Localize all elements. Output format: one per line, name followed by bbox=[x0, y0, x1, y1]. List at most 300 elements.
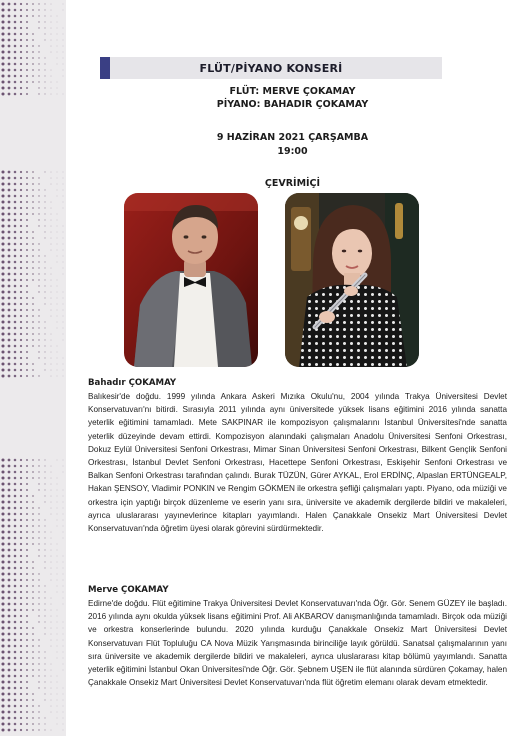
decor-dot bbox=[57, 580, 58, 581]
decor-dot bbox=[1, 500, 4, 503]
decor-dot bbox=[14, 285, 17, 288]
decor-dot bbox=[8, 555, 11, 558]
decor-dot bbox=[20, 351, 22, 353]
decor-dot bbox=[20, 357, 22, 359]
decor-dot bbox=[14, 489, 17, 492]
decor-dot bbox=[8, 489, 11, 492]
decor-dot bbox=[1, 458, 4, 461]
decor-dot bbox=[32, 675, 34, 677]
decor-dot bbox=[14, 369, 17, 372]
decor-dot bbox=[14, 495, 17, 498]
decor-dot bbox=[44, 567, 45, 568]
decor-dot bbox=[26, 303, 28, 305]
decor-dot bbox=[44, 27, 45, 28]
decor-dot bbox=[38, 597, 39, 598]
decor-dot bbox=[32, 237, 34, 239]
decor-dot bbox=[51, 664, 52, 665]
decor-dot bbox=[38, 669, 39, 670]
decor-dot bbox=[38, 3, 39, 4]
decor-dot bbox=[26, 711, 28, 713]
decor-dot bbox=[63, 28, 64, 29]
decor-dot bbox=[20, 567, 22, 569]
decor-dot bbox=[44, 3, 45, 4]
decor-dot bbox=[51, 172, 52, 173]
decor-dot bbox=[14, 723, 17, 726]
decor-dot bbox=[32, 189, 34, 191]
decor-dot bbox=[26, 525, 28, 527]
decor-dot bbox=[38, 543, 39, 544]
decor-dot bbox=[14, 9, 17, 12]
decor-dot bbox=[1, 542, 4, 545]
decor-dot bbox=[14, 483, 17, 486]
decor-dot bbox=[8, 591, 11, 594]
decor-dot bbox=[63, 568, 64, 569]
decor-dot bbox=[20, 303, 22, 305]
decor-dot bbox=[1, 656, 4, 659]
decor-dot bbox=[26, 471, 28, 473]
decor-dot bbox=[26, 201, 28, 203]
decor-dot bbox=[63, 196, 64, 197]
decor-dot bbox=[26, 555, 28, 557]
decor-dot bbox=[1, 20, 4, 23]
decor-dot bbox=[32, 171, 34, 173]
decor-dot bbox=[51, 208, 52, 209]
decor-dot bbox=[8, 723, 11, 726]
decor-dot bbox=[44, 363, 45, 364]
decor-dot bbox=[57, 610, 58, 611]
decor-dot bbox=[1, 512, 4, 515]
decor-dot bbox=[1, 56, 4, 59]
decor-dot bbox=[38, 555, 39, 556]
decor-dot bbox=[8, 729, 11, 732]
decor-dot bbox=[8, 273, 11, 276]
decor-dot bbox=[14, 375, 17, 378]
decor-dot bbox=[8, 357, 11, 360]
decor-dot bbox=[8, 519, 11, 522]
decor-dot bbox=[51, 28, 52, 29]
decor-dot bbox=[38, 273, 39, 274]
decor-dot bbox=[8, 63, 11, 66]
decor-dot bbox=[14, 57, 17, 60]
decor-dot bbox=[51, 484, 52, 485]
decor-dot bbox=[32, 531, 34, 533]
decor-dot bbox=[57, 184, 58, 185]
decor-dot bbox=[44, 663, 45, 664]
decor-dot bbox=[1, 470, 4, 473]
concert-venue: ÇEVRİMİÇİ bbox=[264, 178, 321, 189]
decor-dot bbox=[14, 663, 17, 666]
decor-dot bbox=[32, 57, 34, 59]
decor-dot bbox=[51, 16, 52, 17]
decor-dot bbox=[1, 638, 4, 641]
decor-dot bbox=[44, 345, 45, 346]
decor-dot bbox=[38, 327, 39, 328]
decor-dot bbox=[51, 502, 52, 503]
decor-dot bbox=[63, 574, 64, 575]
decor-dot bbox=[63, 364, 64, 365]
decor-dot bbox=[51, 364, 52, 365]
decor-dot bbox=[63, 250, 64, 251]
decor-dot bbox=[8, 363, 11, 366]
decor-dot bbox=[63, 694, 64, 695]
decor-dot bbox=[63, 310, 64, 311]
decor-dot bbox=[26, 561, 28, 563]
decor-dot bbox=[32, 69, 34, 71]
photo-bahadir bbox=[124, 193, 258, 367]
decor-dot bbox=[32, 699, 34, 701]
decor-dot bbox=[44, 21, 45, 22]
decor-dot bbox=[44, 687, 45, 688]
decor-dot bbox=[38, 15, 39, 16]
decor-dot bbox=[38, 207, 39, 208]
decor-dot bbox=[26, 69, 28, 71]
decor-dot bbox=[57, 478, 58, 479]
decor-dot bbox=[20, 63, 22, 65]
decor-dot bbox=[20, 261, 22, 263]
decor-dot bbox=[20, 375, 22, 377]
decor-dot bbox=[38, 27, 39, 28]
decor-dot bbox=[51, 496, 52, 497]
decor-dot bbox=[57, 514, 58, 515]
decor-dot bbox=[20, 603, 22, 605]
decor-dot bbox=[44, 555, 45, 556]
decor-dot bbox=[51, 706, 52, 707]
decor-dot bbox=[8, 537, 11, 540]
decor-dot bbox=[32, 543, 34, 545]
decor-dot bbox=[63, 208, 64, 209]
decor-dot bbox=[14, 621, 17, 624]
decor-dot bbox=[57, 658, 58, 659]
decor-dot bbox=[14, 183, 17, 186]
decor-dot bbox=[26, 693, 28, 695]
decor-dot bbox=[38, 345, 39, 346]
decor-dot bbox=[1, 626, 4, 629]
decor-dot bbox=[8, 9, 11, 12]
decor-dot bbox=[38, 225, 39, 226]
decor-dot bbox=[63, 76, 64, 77]
decor-dot bbox=[20, 309, 22, 311]
decor-dot bbox=[1, 662, 4, 665]
decor-dot bbox=[8, 321, 11, 324]
decor-dot bbox=[20, 465, 22, 467]
decor-dot bbox=[1, 26, 4, 29]
decor-dot bbox=[8, 219, 11, 222]
decor-dot bbox=[51, 610, 52, 611]
decor-dot bbox=[38, 585, 39, 586]
decor-dot bbox=[57, 178, 58, 179]
decor-dot bbox=[14, 27, 17, 30]
decor-dot bbox=[20, 627, 22, 629]
decor-dot bbox=[1, 344, 4, 347]
decor-dot bbox=[1, 320, 4, 323]
decor-dot bbox=[1, 584, 4, 587]
bio-text-merve: Edirne'de doğdu. Flüt eğitimine Trakya Üniversitesi Devlet Konservatuvarı'nda Öğr. Gör. Senem GÜZEY ile başladı. 2016 yılında aynı okulda yüksek lisans eğitimini Prof. Ali AKBAROV danışmanlığında tamamladı. Birçok oda müziği ve orkestra konserlerinde bulundu. 2020 yılında kurduğu Çanakkale Onsekiz Mart Üniversitesi Devlet Konservatuvarı Flüt Topluluğu CA Nova Müzik Yarışmasında birinciliğe layık görüldü. Sanatsal çalışmalarının yanı sıra üniversite ve akademik dergilerde bildiri ve makaleleri, ayrıca uluslararası kitap bölümü yayımlandı. Sanatta yeterlik eğitimini İstanbul Okan Üniversitesi'nde Öğr. Gör. Şebnem UŞEN ile flüt alanında sürdüren Çokamay, halen Çanakkale Onsekiz Mart Üniversitesi Devlet Konservatuvarı'nda flüt öğretim elemanı olarak devam etmektedir. bbox=[88, 599, 507, 688]
decor-dot bbox=[57, 280, 58, 281]
decor-dot bbox=[14, 39, 17, 42]
decor-dot bbox=[14, 675, 17, 678]
decor-dot bbox=[20, 369, 22, 371]
decor-dot bbox=[20, 513, 22, 515]
decor-dot bbox=[8, 243, 11, 246]
decor-dot bbox=[1, 38, 4, 41]
decor-dot bbox=[26, 483, 28, 485]
decor-dot bbox=[57, 556, 58, 557]
decor-dot bbox=[20, 531, 22, 533]
decor-dot bbox=[63, 292, 64, 293]
decor-dot bbox=[20, 657, 22, 659]
decor-dot bbox=[57, 250, 58, 251]
decor-dot bbox=[38, 195, 39, 196]
decor-dot bbox=[1, 338, 4, 341]
decor-dot bbox=[38, 81, 39, 82]
decor-dot bbox=[14, 573, 17, 576]
decor-dot bbox=[20, 27, 22, 29]
decor-dot bbox=[8, 597, 11, 600]
decor-dot bbox=[63, 700, 64, 701]
decor-dot bbox=[20, 675, 22, 677]
decor-dot bbox=[38, 651, 39, 652]
decor-dot bbox=[14, 645, 17, 648]
decor-dot bbox=[38, 177, 39, 178]
decor-dot bbox=[63, 472, 64, 473]
decor-dot bbox=[8, 237, 11, 240]
decor-dot bbox=[20, 561, 22, 563]
decor-dot bbox=[14, 711, 17, 714]
decor-dot bbox=[57, 544, 58, 545]
decor-dot bbox=[44, 57, 45, 58]
decor-dot bbox=[14, 63, 17, 66]
decor-dot bbox=[32, 201, 34, 203]
decor-dot bbox=[32, 267, 34, 269]
decor-dot bbox=[63, 466, 64, 467]
decor-dot bbox=[51, 346, 52, 347]
decor-dot bbox=[44, 225, 45, 226]
decor-dot bbox=[8, 303, 11, 306]
decor-dot bbox=[44, 657, 45, 658]
decor-dot bbox=[63, 184, 64, 185]
decor-dot bbox=[32, 213, 34, 215]
decor-dot bbox=[51, 490, 52, 491]
decor-dot bbox=[57, 286, 58, 287]
decor-dot bbox=[63, 508, 64, 509]
decor-dot bbox=[20, 285, 22, 287]
decor-dot bbox=[8, 621, 11, 624]
decor-dot bbox=[32, 711, 34, 713]
decor-dot bbox=[26, 327, 28, 329]
decor-dot bbox=[14, 225, 17, 228]
decor-dot bbox=[8, 81, 11, 84]
decor-dot bbox=[20, 273, 22, 275]
decor-dot bbox=[57, 34, 58, 35]
decor-dot bbox=[26, 339, 28, 341]
decor-dot bbox=[26, 63, 28, 65]
decor-dot bbox=[32, 15, 34, 17]
decor-dot bbox=[51, 580, 52, 581]
decor-dot bbox=[57, 64, 58, 65]
decor-dot bbox=[8, 297, 11, 300]
decor-dot bbox=[8, 333, 11, 336]
decor-dot bbox=[26, 549, 28, 551]
decor-dot bbox=[38, 243, 39, 244]
decor-dot bbox=[14, 681, 17, 684]
decor-dot bbox=[38, 621, 39, 622]
decor-dot bbox=[1, 488, 4, 491]
decor-dot bbox=[20, 339, 22, 341]
decor-dot bbox=[20, 615, 22, 617]
decor-dot bbox=[14, 87, 17, 90]
decor-dot bbox=[8, 315, 11, 318]
decor-dot bbox=[44, 321, 45, 322]
decor-dot bbox=[38, 675, 39, 676]
decor-dot bbox=[63, 628, 64, 629]
decor-dot bbox=[51, 538, 52, 539]
decor-dot bbox=[44, 15, 45, 16]
decor-dot bbox=[57, 520, 58, 521]
decor-dot bbox=[44, 171, 45, 172]
decor-dot bbox=[14, 171, 17, 174]
decor-dot bbox=[32, 525, 34, 527]
decor-dot bbox=[44, 291, 45, 292]
decor-dot bbox=[14, 177, 17, 180]
decor-dot bbox=[32, 717, 34, 719]
decor-dot bbox=[38, 705, 39, 706]
decor-dot bbox=[63, 634, 64, 635]
decor-dot bbox=[1, 14, 4, 17]
decor-dot bbox=[51, 232, 52, 233]
decor-dot bbox=[8, 687, 11, 690]
decor-dot bbox=[51, 550, 52, 551]
decor-dot bbox=[20, 693, 22, 695]
decor-dot bbox=[57, 688, 58, 689]
decor-dot bbox=[8, 33, 11, 36]
decor-dot bbox=[51, 250, 52, 251]
decor-dot bbox=[1, 224, 4, 227]
decor-dot bbox=[14, 603, 17, 606]
bio-name-bahadir: Bahadır ÇOKAMAY bbox=[88, 378, 177, 388]
decor-dot bbox=[14, 327, 17, 330]
decor-dot bbox=[38, 267, 39, 268]
decor-dot bbox=[14, 279, 17, 282]
decor-dot bbox=[14, 591, 17, 594]
decor-dot bbox=[63, 4, 64, 5]
decor-dot bbox=[44, 303, 45, 304]
decor-dot bbox=[51, 532, 52, 533]
decor-dot bbox=[57, 214, 58, 215]
decor-dot bbox=[26, 33, 28, 35]
decor-dot bbox=[26, 15, 28, 17]
decor-dot bbox=[32, 513, 34, 515]
decor-dot bbox=[44, 201, 45, 202]
decor-dot bbox=[44, 75, 45, 76]
decor-dot bbox=[51, 34, 52, 35]
decor-dot bbox=[38, 75, 39, 76]
decor-dot bbox=[26, 537, 28, 539]
decor-dot bbox=[1, 518, 4, 521]
decor-dot bbox=[14, 717, 17, 720]
dot-pattern bbox=[0, 0, 66, 736]
decor-dot bbox=[8, 267, 11, 270]
decor-dot bbox=[57, 640, 58, 641]
decor-dot bbox=[14, 51, 17, 54]
decor-dot bbox=[20, 585, 22, 587]
decor-dot bbox=[14, 309, 17, 312]
decor-dot bbox=[63, 334, 64, 335]
decor-dot bbox=[14, 249, 17, 252]
decor-dot bbox=[57, 502, 58, 503]
decor-dot bbox=[57, 22, 58, 23]
decor-dot bbox=[38, 57, 39, 58]
decor-dot bbox=[26, 465, 28, 467]
decor-dot bbox=[8, 639, 11, 642]
decor-dot bbox=[26, 651, 28, 653]
decor-dot bbox=[38, 549, 39, 550]
decor-dot bbox=[1, 50, 4, 53]
decor-dot bbox=[32, 9, 34, 11]
decor-dot bbox=[63, 646, 64, 647]
decor-dot bbox=[57, 460, 58, 461]
decor-dot bbox=[51, 310, 52, 311]
decor-dot bbox=[8, 609, 11, 612]
decor-dot bbox=[20, 87, 22, 89]
decor-dot bbox=[38, 279, 39, 280]
decor-dot bbox=[14, 699, 17, 702]
decor-dot bbox=[20, 579, 22, 581]
decor-dot bbox=[63, 178, 64, 179]
decor-dot bbox=[44, 231, 45, 232]
decor-dot bbox=[44, 339, 45, 340]
decor-dot bbox=[44, 9, 45, 10]
decor-dot bbox=[38, 639, 39, 640]
decor-dot bbox=[63, 688, 64, 689]
decor-dot bbox=[8, 513, 11, 516]
decor-dot bbox=[1, 290, 4, 293]
decor-dot bbox=[63, 10, 64, 11]
decor-dot bbox=[8, 351, 11, 354]
decor-dot bbox=[1, 722, 4, 725]
decor-dot bbox=[51, 562, 52, 563]
decor-dot bbox=[32, 309, 34, 311]
decor-dot bbox=[1, 308, 4, 311]
decor-dot bbox=[14, 231, 17, 234]
decor-dot bbox=[51, 646, 52, 647]
decor-dot bbox=[1, 182, 4, 185]
decor-dot bbox=[63, 232, 64, 233]
decor-dot bbox=[14, 243, 17, 246]
decor-dot bbox=[63, 304, 64, 305]
decor-dot bbox=[32, 243, 34, 245]
decor-dot bbox=[44, 615, 45, 616]
decor-dot bbox=[44, 495, 45, 496]
decor-dot bbox=[14, 531, 17, 534]
decor-dot bbox=[8, 339, 11, 342]
decor-dot bbox=[51, 4, 52, 5]
decor-dot bbox=[51, 682, 52, 683]
decor-dot bbox=[20, 75, 22, 77]
decor-dot bbox=[63, 190, 64, 191]
decor-dot bbox=[1, 560, 4, 563]
decor-dot bbox=[26, 681, 28, 683]
decor-dot bbox=[8, 69, 11, 72]
decor-dot bbox=[63, 502, 64, 503]
decor-dot bbox=[38, 477, 39, 478]
bio-text-bahadir: Balıkesir'de doğdu. 1999 yılında Ankara Askeri Mızıka Okulu'nu, 2004 yılında Trakya Üniversitesi Devlet Konservatuvarı'nı bitirdi. Sırasıyla 2011 yılında aynı üniversitede yüksek lisans eğitimini 2016 yılında sanatta yeterlik eğitimini tamamladı. Mete SAKPINAR ile kompozisyon çalışmalarını İstanbul Üniversitesi'nde sanatta yeterlik düzeyinde devam ettirdi. Kompozisyon alanındaki çalışmaları Anadolu Üniversitesi Senfoni Orkestrası, Dokuz Eylül Üniversitesi Senfoni Orkestrası, Mimar Sinan Üniversitesi Senfoni Orkestrası, Bilkent Gençlik Senfoni Orkestrası, İstanbul Devlet Senfoni Orkestrası, Hacettepe Senfoni Orkestrası, Eskişehir Senfoni Orkestrası ve Balkan Senfoni Orkestrası tarafından çalındı. Burak TÜZÜN, Gürer AYKAL, Erol ERDİNÇ, Alpaslan ERTÜNGEALP, Hakan ŞENSOY, Vladimir PONKIN ve Rengim GÖKMEN ile orkestra şefliği çalışmaları yaptı. Piyano, oda müziği ve orkestra için yaptığı birçok düzenleme ve eserin yanı sıra, üniversite ve akademik dergilerde bildiri ve makaleleri, ayrıca uluslararası yayınevlerince kitapları yayımlandı. Halen Çanakkale Onsekiz Mart Üniversitesi Devlet Konservatuvarı'nda öğretim üyesi olarak görevini sürdürmektedir. bbox=[88, 392, 507, 534]
decor-dot bbox=[20, 177, 22, 179]
decor-dot bbox=[26, 297, 28, 299]
decor-dot bbox=[1, 506, 4, 509]
decor-dot bbox=[20, 639, 22, 641]
decor-dot bbox=[20, 633, 22, 635]
decor-dot bbox=[32, 345, 34, 347]
